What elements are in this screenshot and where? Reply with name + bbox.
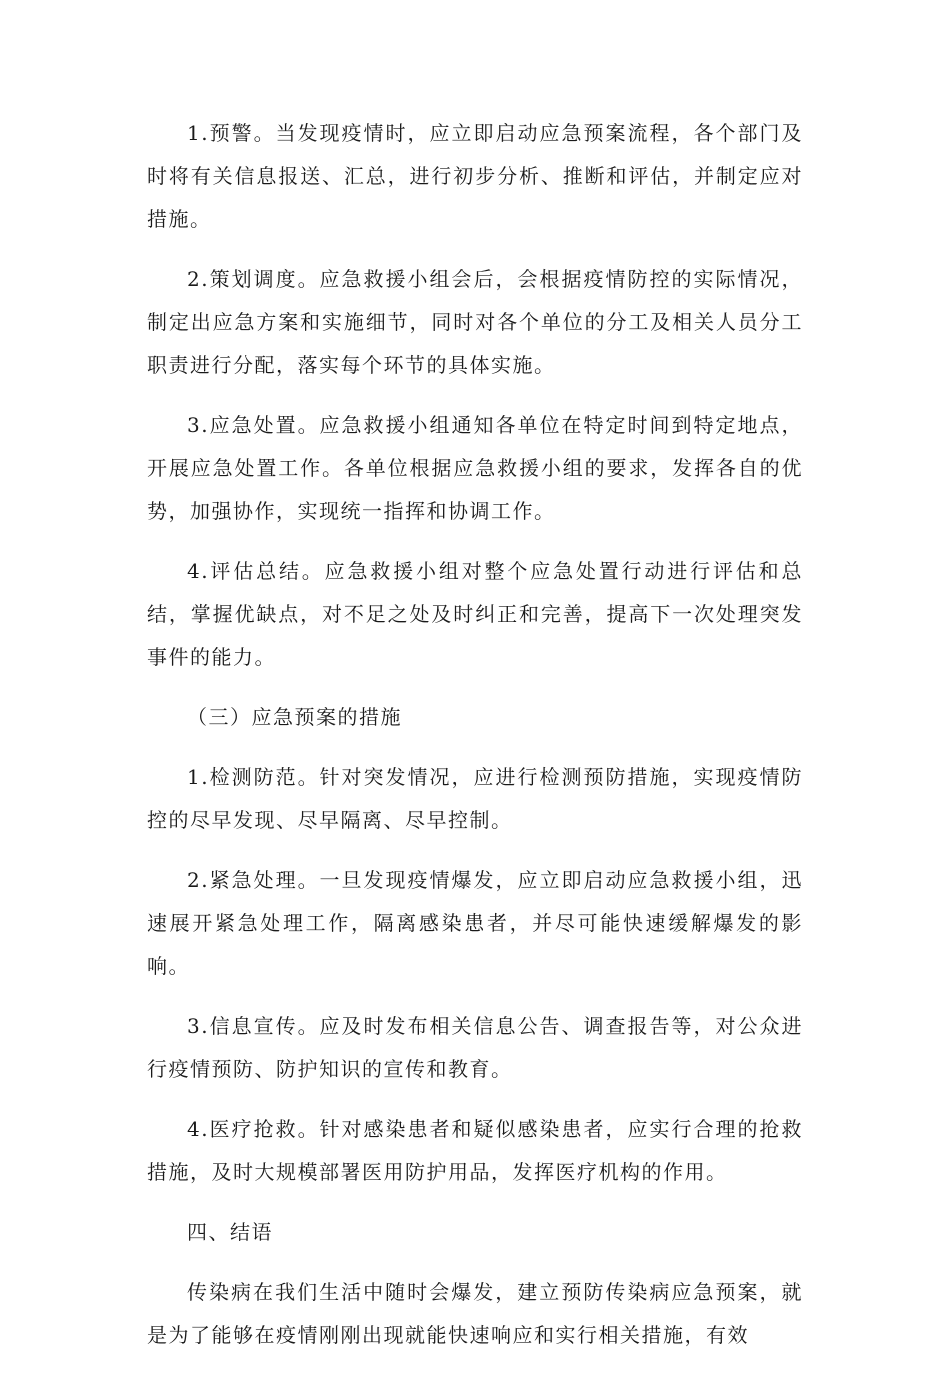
paragraph-emergency-handling: 2.紧急处理。一旦发现疫情爆发，应立即启动应急救援小组，迅速展开紧急处理工作，隔离感染患者，并尽可能快速缓解爆发的影响。 bbox=[147, 868, 803, 978]
document-body bbox=[147, 112, 803, 1374]
paragraph-planning-dispatch: 2.策划调度。应急救援小组会后，会根据疫情防控的实际情况，制定出应急方案和实施细节，同时对各个单位的分工及相关人员分工职责进行分配，落实每个环节的具体实施。 bbox=[147, 267, 803, 377]
paragraph-evaluation-summary: 4.评估总结。应急救援小组对整个应急处置行动进行评估和总结，掌握优缺点，对不足之处及时纠正和完善，提高下一次处理突发事件的能力。 bbox=[147, 559, 803, 669]
section-heading-conclusion: 四、结语 bbox=[187, 1220, 273, 1244]
paragraph-information-publicity: 3.信息宣传。应及时发布相关信息公告、调查报告等，对公众进行疫情预防、防护知识的宣传和教育。 bbox=[147, 1014, 803, 1081]
paragraph-detection-prevention: 1.检测防范。针对突发情况，应进行检测预防措施，实现疫情防控的尽早发现、尽早隔离、尽早控制。 bbox=[147, 765, 803, 832]
paragraph-warning: 1.预警。当发现疫情时，应立即启动应急预案流程，各个部门及时将有关信息报送、汇总，进行初步分析、推断和评估，并制定应对措施。 bbox=[147, 121, 803, 231]
paragraph-emergency-response: 3.应急处置。应急救援小组通知各单位在特定时间到特定地点，开展应急处置工作。各单位根据应急救援小组的要求，发挥各自的优势，加强协作，实现统一指挥和协调工作。 bbox=[147, 413, 803, 523]
paragraph-medical-rescue: 4.医疗抢救。针对感染患者和疑似感染患者，应实行合理的抢救措施，及时大规模部署医用防护用品，发挥医疗机构的作用。 bbox=[147, 1117, 803, 1184]
paragraph-conclusion: 传染病在我们生活中随时会爆发，建立预防传染病应急预案，就是为了能够在疫情刚刚出现就能快速响应和实行相关措施，有效 bbox=[147, 1280, 803, 1347]
section-heading-measures: （三）应急预案的措施 bbox=[187, 705, 402, 729]
